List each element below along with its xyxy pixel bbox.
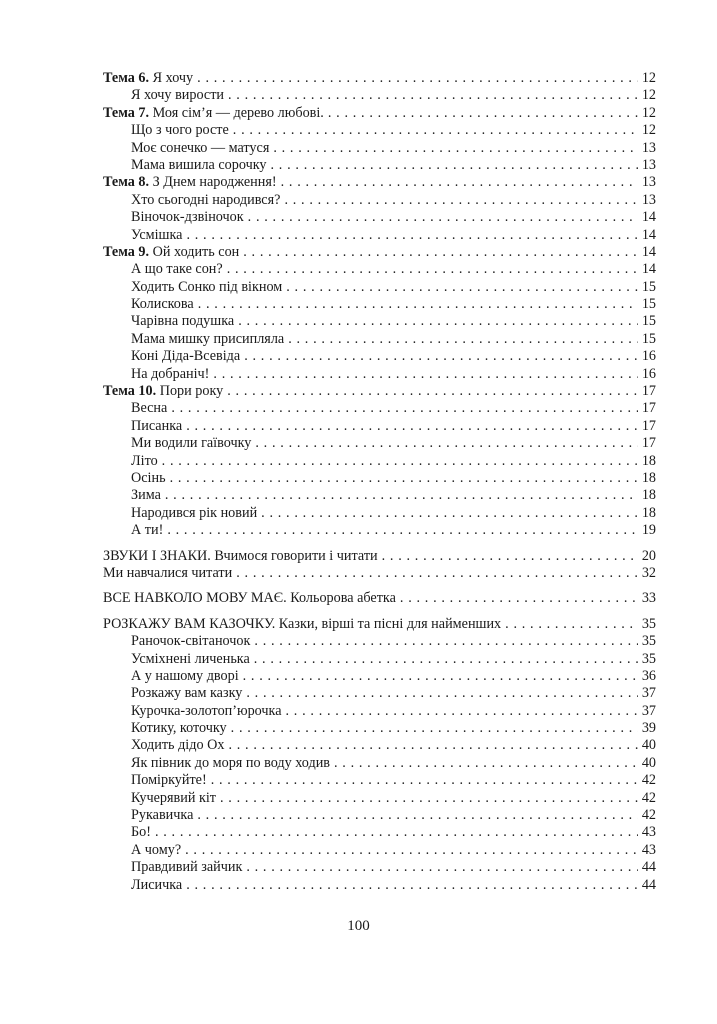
toc-title-text: Ми навчалися читати [103,564,233,581]
dot-leader [261,505,638,522]
toc-page-number: 13 [641,174,656,191]
toc-title-text: Я хочу вирости [131,87,224,104]
toc-subentry [103,87,656,104]
toc-title-text: Ходить Сонко під вікном [131,278,283,295]
dot-leader [334,755,638,772]
dot-leader [186,418,638,435]
toc-title-text: Ходить дідо Ох [131,737,225,754]
toc-subentry [103,737,656,754]
dot-leader [284,192,638,209]
page-number: 100 [347,918,370,934]
toc-entry-title [131,720,227,737]
toc-page-number: 43 [641,824,656,841]
toc-page-number: 17 [641,400,656,417]
toc-entry-title [131,453,158,470]
toc-page-number: 35 [641,615,656,632]
toc-page-number: 32 [641,564,656,581]
toc-entry-title [103,244,239,261]
toc-title-text: Усміхнені личенька [131,650,250,667]
toc-page-number: 17 [641,417,656,434]
toc-entry [103,70,656,87]
dot-leader [231,720,638,737]
toc-entry-title [131,633,250,650]
toc-subentry [103,877,656,894]
toc-title-text: ЗВУКИ І ЗНАКИ. Вчимося говорити і читати [103,547,378,564]
toc-page-number: 13 [641,156,656,173]
toc-entry-title [131,435,251,452]
toc-page-number: 35 [641,650,656,667]
toc-subentry [103,807,656,824]
toc-subentry [103,192,656,209]
toc-entry-title [103,548,378,565]
dot-leader [197,807,638,824]
toc-page-number: 12 [641,70,656,86]
toc-entry-title [103,590,396,607]
toc-entry-title [103,616,501,633]
toc-page-number: 14 [641,243,656,260]
toc-page-number: 13 [641,139,656,156]
dot-leader [220,790,638,807]
toc-page-number: 35 [641,633,656,650]
toc-page-number: 42 [641,789,656,806]
toc-title-text: Чарівна подушка [131,313,235,330]
toc-page-number: 15 [641,278,656,295]
dot-leader [186,877,638,894]
toc-subentry [103,313,656,330]
toc-title-text: Кучерявий кіт [131,789,217,806]
toc-entry-title [131,87,224,104]
toc-page-number: 44 [641,859,656,876]
dot-leader [246,685,638,702]
toc-title-text: Народився рік новий [131,504,258,521]
toc-title-text: Курочка-золотоп’юрочка [131,702,282,719]
toc-page-number: 39 [641,720,656,737]
dot-leader [186,227,638,244]
toc-entry-title [131,859,242,876]
toc-entry-title [131,418,182,435]
dot-leader [155,824,638,841]
dot-leader [286,703,638,720]
toc-entry-title [131,140,269,157]
dot-leader [213,366,638,383]
toc-page-number: 37 [641,702,656,719]
toc-entry [103,244,656,261]
toc-title-text: Ми водили гаївочку [131,435,252,452]
toc-entry-title [103,70,193,87]
toc-subentry [103,470,656,487]
toc-entry-title [131,790,216,807]
toc-entry-title [131,366,209,383]
toc-page-number: 33 [641,590,656,607]
dot-leader [228,87,638,104]
dot-leader [288,331,638,348]
toc-entry [103,565,656,582]
toc-subentry [103,633,656,650]
toc-subentry [103,703,656,720]
toc-theme-label: Тема 6. [103,70,150,86]
toc-subentry [103,261,656,278]
toc-page-number: 44 [641,876,656,893]
toc-section [103,70,656,540]
toc-entry-title [131,487,161,504]
dot-leader [162,453,638,470]
toc-theme-label: Тема 10. [103,383,157,400]
toc-page-number: 40 [641,737,656,754]
toc-entry-title [131,842,181,859]
toc-page-number: 17 [641,383,656,400]
toc-entry-title [131,209,244,226]
toc-entry-title [103,174,277,191]
dot-leader [233,122,638,139]
toc-entry-title [131,807,193,824]
toc-page-number: 15 [641,330,656,347]
toc-page-number: 18 [641,452,656,469]
dot-leader [170,470,638,487]
toc-subentry [103,157,656,174]
toc-title-text: Поміркуйте! [131,772,207,789]
toc-page-number: 14 [641,226,656,243]
toc-title-text: Зима [131,487,161,504]
dot-leader [236,565,638,582]
toc-title-text: Мама мишку присипляла [131,330,285,347]
toc-entry [103,590,656,607]
toc-title-text: Коні Діда-Всевіда [131,348,241,365]
toc-title-text: А ти! [131,522,164,539]
toc-entry [103,383,656,400]
toc-page-number: 19 [641,522,656,539]
toc-entry-title [131,279,282,296]
dot-leader [328,105,638,122]
toc-page-number: 40 [641,754,656,771]
toc-entry-title [131,685,242,702]
dot-leader [171,400,638,417]
toc-subentry [103,487,656,504]
toc-title-text: РОЗКАЖУ ВАМ КАЗОЧКУ. Казки, вірші та пісні для найменших [103,615,502,632]
dot-leader [271,157,638,174]
toc-section [103,548,656,583]
toc-subentry [103,279,656,296]
toc-entry [103,105,656,122]
dot-leader [255,435,638,452]
toc-title-text: А що таке сон? [131,261,223,278]
toc-entry-title [103,565,232,582]
toc-page-number: 15 [641,313,656,330]
toc-title-text: Як півник до моря по воду ходив [131,754,330,771]
toc-entry-title [131,824,151,841]
toc-page-number: 37 [641,685,656,702]
toc-page-number: 18 [641,504,656,521]
dot-leader [165,487,638,504]
toc-entry-title [131,651,250,668]
toc-entry-title [131,227,182,244]
toc-title-text: На добраніч! [131,365,210,382]
toc-entry-title [131,348,240,365]
toc-subentry [103,296,656,313]
dot-leader [286,279,638,296]
toc-entry-title [131,668,239,685]
toc-subentry [103,859,656,876]
toc-subentry [103,366,656,383]
toc-subentry [103,772,656,789]
toc-entry-title [103,383,223,400]
toc-page-number: 12 [641,122,656,139]
toc-page-number: 14 [641,209,656,226]
table-of-contents [103,70,656,894]
dot-leader [248,209,638,226]
toc-page-number: 16 [641,365,656,382]
toc-title-text: Моя сім’я — дерево любові. [149,104,324,121]
toc-title-text: А у нашому дворі [131,667,239,684]
toc-page-number: 17 [641,435,656,452]
toc-page-number: 36 [641,667,656,684]
toc-subentry [103,522,656,539]
toc-entry-title [131,522,163,539]
toc-title-text: Бо! [131,824,151,841]
toc-title-text: Правдивий зайчик [131,859,243,876]
dot-leader [382,548,638,565]
toc-subentry [103,453,656,470]
toc-subentry [103,505,656,522]
toc-subentry [103,790,656,807]
toc-page-number: 12 [641,87,656,104]
toc-entry-title [131,703,282,720]
toc-page-number: 15 [641,296,656,313]
toc-subentry [103,685,656,702]
dot-leader [246,859,638,876]
toc-title-text: Усмішка [131,226,183,243]
toc-entry-title [131,772,207,789]
toc-title-text: А чому? [131,841,182,858]
toc-page-number: 43 [641,841,656,858]
toc-entry-title [131,737,224,754]
toc-subentry [103,209,656,226]
toc-entry-title [131,755,330,772]
toc-page-number: 18 [641,469,656,486]
toc-theme-label: Тема 9. [103,243,150,260]
toc-title-text: Писанка [131,417,183,434]
dot-leader [185,842,638,859]
toc-entry-title [103,105,324,122]
toc-title-text: Лисичка [131,876,183,893]
toc-subentry [103,418,656,435]
toc-entry-title [131,122,229,139]
toc-page-number: 20 [641,547,656,564]
toc-title-text: Рукавичка [131,807,194,824]
toc-title-text: Я хочу [149,70,194,86]
toc-subentry [103,227,656,244]
toc-page-number: 42 [641,772,656,789]
toc-theme-label: Тема 7. [103,104,150,121]
toc-section [103,616,656,894]
toc-entry-title [131,505,257,522]
toc-entry-title [131,296,194,313]
toc-subentry [103,122,656,139]
dot-leader [254,633,638,650]
toc-entry [103,616,656,633]
toc-subentry [103,842,656,859]
toc-subentry [103,140,656,157]
toc-entry-title [131,470,166,487]
toc-title-text: Мама вишила сорочку [131,156,267,173]
dot-leader [227,383,638,400]
dot-leader [273,140,638,157]
dot-leader [281,174,638,191]
dot-leader [228,737,638,754]
dot-leader [243,668,638,685]
toc-entry-title [131,313,234,330]
toc-title-text: Моє сонечко — матуся [131,139,270,156]
dot-leader [227,261,638,278]
toc-entry-title [131,261,223,278]
toc-page-number: 16 [641,348,656,365]
dot-leader [198,296,638,313]
dot-leader [167,522,638,539]
toc-title-text: Колискова [131,296,194,313]
dot-leader [244,348,638,365]
toc-entry-title [131,192,280,209]
toc-entry [103,548,656,565]
toc-title-text: Пори року [156,383,224,400]
toc-entry [103,174,656,191]
toc-page-number: 18 [641,487,656,504]
toc-section [103,590,656,607]
toc-title-text: Весна [131,400,168,417]
toc-title-text: З Днем народження! [149,174,277,191]
toc-subentry [103,435,656,452]
toc-page-number: 14 [641,261,656,278]
toc-subentry [103,348,656,365]
toc-subentry [103,755,656,772]
dot-leader [254,651,638,668]
toc-title-text: Раночок-світаночок [131,633,251,650]
toc-title-text: Літо [131,452,158,469]
toc-page-number: 42 [641,807,656,824]
toc-entry-title [131,877,182,894]
dot-leader [505,616,638,633]
toc-entry-title [131,331,284,348]
dot-leader [211,772,638,789]
dot-leader [243,244,638,261]
toc-subentry [103,331,656,348]
toc-subentry [103,668,656,685]
toc-title-text: Розкажу вам казку [131,685,243,702]
toc-entry-title [131,400,167,417]
toc-theme-label: Тема 8. [103,174,150,191]
dot-leader [400,590,638,607]
dot-leader [197,70,638,87]
toc-subentry [103,400,656,417]
toc-page-number: 13 [641,191,656,208]
toc-title-text: Осінь [131,469,166,486]
toc-title-text: Хто сьогодні народився? [131,191,281,208]
toc-title-text: Ой ходить сон [149,243,240,260]
toc-subentry [103,720,656,737]
dot-leader [238,313,638,330]
toc-subentry [103,651,656,668]
toc-page-number: 12 [641,104,656,121]
toc-title-text: Що з чого росте [131,122,229,139]
toc-subentry [103,824,656,841]
toc-title-text: Котику, коточку [131,720,227,737]
toc-title-text: ВСЕ НАВКОЛО МОВУ МАЄ. Кольорова абетка [103,590,396,607]
toc-entry-title [131,157,267,174]
toc-title-text: Віночок-дзвіночок [131,209,244,226]
